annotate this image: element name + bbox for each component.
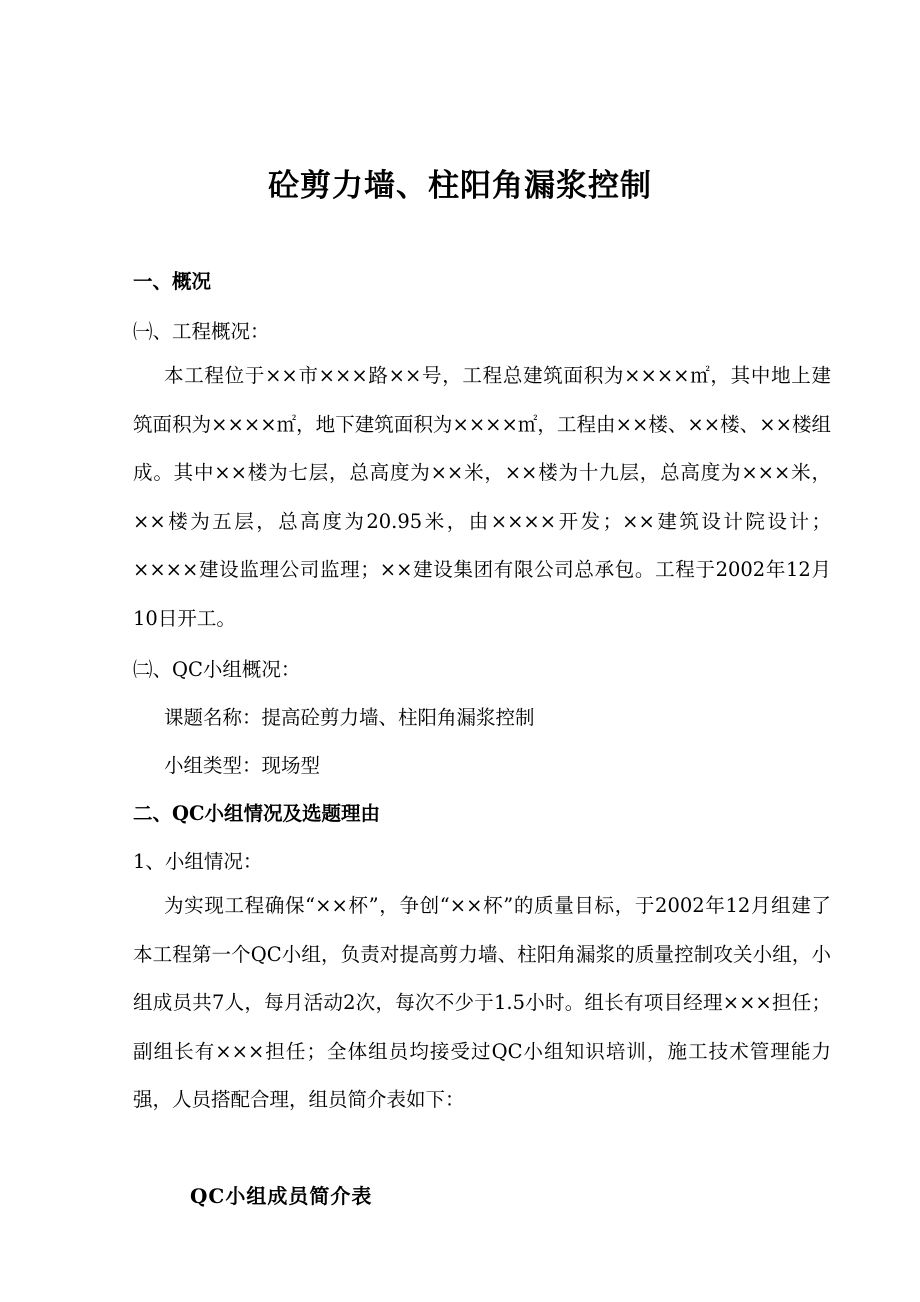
group-situation-paragraph: 为实现工程确保“××杯”，争创“××杯”的质量目标，于2002年12月组建了本工程第一个QC小组，负责对提高剪力墙、柱阳角漏浆的质量控制攻关小组，小组成员共7人，每月活动2次，每次不少于1.5小时。组长有项目经理×××担任；副组长有×××担任；全体组员均接受过QC小组知识培训，施工技术管理能力强，人员搭配合理，组员简介表如下： [133,894,831,1111]
group-type-line: 小组类型：现场型 [164,754,321,777]
subsection-1-1-heading: ㈠、工程概况： [133,320,270,343]
project-overview-paragraph: 本工程位于××市×××路××号，工程总建筑面积为××××㎡，其中地上建筑面积为××××㎡，地下建筑面积为××××㎡，工程由××楼、××楼、××楼组成。其中××楼为七层，总高度为××米，××楼为十九层，总高度为×××米，××楼为五层，总高度为20.95米，由××××开发；××建筑设计院设计；××××建设监理公司监理；××建设集团有限公司总承包。工程于2002年12月10日开工。 [133,364,831,630]
document-title: 砼剪力墙、柱阳角漏浆控制 [268,168,652,204]
subsection-2-1-heading: 1、小组情况： [133,850,263,873]
subsection-1-2-heading: ㈡、QC小组概况： [133,658,301,681]
section-1-heading: 一、概况 [133,270,212,293]
section-2-heading: 二、QC小组情况及选题理由 [133,802,381,825]
topic-name-line: 课题名称：提高砼剪力墙、柱阳角漏浆控制 [164,706,535,729]
member-table-title: QC小组成员简介表 [190,1184,373,1208]
